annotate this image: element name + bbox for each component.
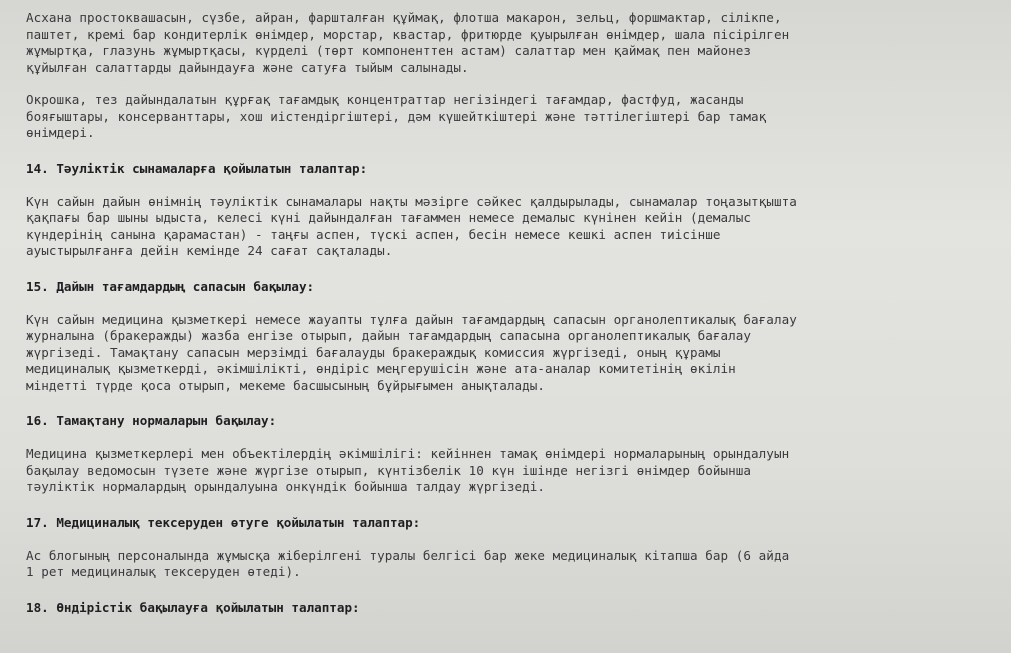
text-line: Күн сайын дайын өнімнің тәуліктік сынамалары нақты мәзірге сәйкес қалдырылады, сынамалар тоңазытқышта	[26, 193, 797, 209]
text-line: жүргізеді. Тамақтану сапасын мерзімді бағалауды бракераждық комиссия жүргізеді, оның құрамы	[26, 344, 721, 360]
section-16-heading: 16. Тамақтану нормаларын бақылау:	[26, 413, 277, 428]
section-14-body	[26, 194, 981, 260]
text-line: ауыстырылғанға дейін кемінде 24 сағат сақталады.	[26, 243, 393, 258]
text-line: жұмыртқа, глазунь жұмыртқасы, күрделі (төрт компоненттен астам) салаттар мен қаймақ пен майонез	[26, 43, 752, 58]
text-line: Медицина қызметкерлері мен объектілердің әкімшілігі: кейіннен тамақ өнімдері нормаларының орындалуын	[26, 446, 790, 461]
text-line: Окрошка, тез дайындалатын құрғақ тағамдық концентраттар негізіндегі тағамдар, фастфуд, жасанды	[26, 92, 744, 107]
text-line: бақылау ведомосын түзете және жүргізе отырып, күнтізбелік 10 күн ішінде негізгі өнімдер бойынша	[26, 462, 752, 478]
text-line: тәуліктік нормалардың орындалуына онкүндік бойынша талдау жүргізеді.	[26, 479, 545, 494]
text-line: медициналық қызметкерді, әкімшілікті, өндіріс меңгерушісін және ата-аналар комитетінің өкілін	[26, 361, 736, 376]
text-line: 1 рет медициналық тексеруден өтеді).	[26, 564, 301, 579]
text-line: міндетті түрде қоса отырып, мекеме басшысының бұйрығымен анықталады.	[26, 377, 545, 393]
intro-paragraph-1	[26, 10, 981, 76]
text-line: өнімдері.	[26, 125, 95, 140]
section-16-body	[26, 446, 981, 496]
section-17-body	[26, 548, 981, 581]
intro-paragraph-2	[26, 92, 981, 142]
text-line: журналына (бракеражды) жазба енгізе отырып, дайын тағамдардың сапасына органолептикалық бағалау	[26, 328, 752, 343]
section-15-body	[26, 312, 981, 395]
section-18-heading: 18. Өндірістік бақылауға қойылатын талаптар:	[26, 599, 360, 615]
section-17-heading: 17. Медициналық тексеруден өтуге қойылатын талаптар:	[26, 514, 421, 530]
text-line: паштет, кремі бар кондитерлік өнімдер, морстар, квастар, фритюрде қуырылған өнімдер, шала пісірілген	[26, 26, 790, 42]
text-line: қақпағы бар шыны ыдыста, келесі күні дайындалған тағаммен немесе демалыс күнінен кейін (демалыс	[26, 210, 752, 225]
text-line: Асхана простоквашасын, сүзбе, айран, фаршталған құймақ, флотша макарон, зельц, форшмактар, сілікпе,	[26, 10, 782, 25]
text-line: күндерінің санына қарамастан) - таңғы аспен, түскі аспен, бесін немесе кешкі аспен тиісінше	[26, 226, 721, 242]
section-15-heading: 15. Дайын тағамдардың сапасын бақылау:	[26, 278, 315, 294]
section-14-heading: 14. Тәуліктік сынамаларға қойылатын талаптар:	[26, 160, 368, 176]
text-line: құйылған салаттарды дайындауға және сатуға тыйым салынады.	[26, 59, 469, 75]
text-line: бояғыштары, консерванттары, хош иістендіргіштері, дәм күшейткіштері және тәттілегіштері бар тамақ	[26, 108, 767, 124]
text-line: Күн сайын медицина қызметкері немесе жауапты тұлға дайын тағамдардың сапасын органолептикалық бағалау	[26, 311, 797, 327]
text-line: Ас блогының персоналында жұмысқа жіберілгені туралы белгісі бар жеке медициналық кітапша бар (6 айда	[26, 547, 790, 563]
